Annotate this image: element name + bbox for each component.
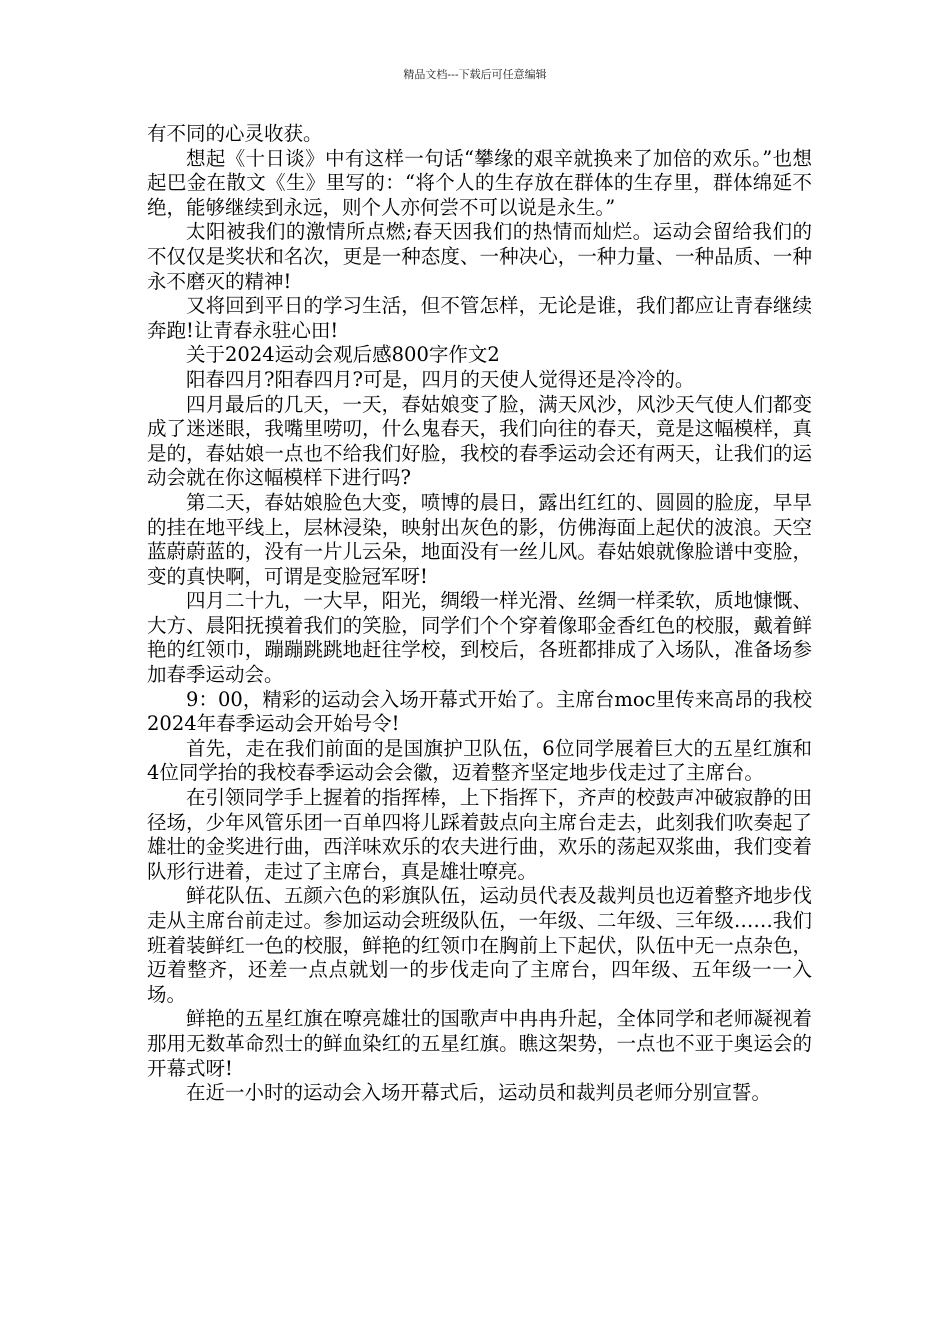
paragraph: 有不同的心灵收获。 xyxy=(147,122,323,145)
paragraph: 在引领同学手上握着的指挥棒，上下指挥下，齐声的校鼓声冲破寂静的田径场，少年风管乐团一百单四将儿踩着鼓点向主席台走去，此刻我们吹奏起了雄壮的金奖进行曲，西洋味欢乐的农夫进行曲，欢乐的荡起双浆曲，我们变着队形行进着，走过了主席台，真是雄壮嘹亮。 xyxy=(147,786,812,883)
paragraph: 想起《十日谈》中有这样一句话“攀缘的艰辛就换来了加倍的欢乐。”也想起巴金在散文《生》里写的：“将个人的生存放在群体的生存里，群体绵延不绝，能够继续到永远，则个人亦何尝不可以说是永生。” xyxy=(147,146,812,219)
page-header: 精品文档---下载后可任意编辑 xyxy=(403,68,547,81)
paragraph: 鲜艳的五星红旗在嘹亮雄壮的国歌声中冉冉升起，全体同学和老师凝视着那用无数革命烈士的鲜血染红的五星红旗。瞧这架势，一点也不亚于奥运会的开幕式呀! xyxy=(147,1007,812,1080)
paragraph: 四月二十九，一大早，阳光，绸缎一样光滑、丝绸一样柔软，质地慷慨、大方、晨阳抚摸着我们的笑脸，同学们个个穿着像耶金香红色的校服，戴着鲜艳的红领巾，蹦蹦跳跳地赶往学校，到校后，各班都排成了入场队，准备场参加春季运动会。 xyxy=(147,589,812,687)
paragraph: 9：00，精彩的运动会入场开幕式开始了。主席台moc里传来高昂的我校2024年春季运动会开始号令! xyxy=(147,687,812,736)
paragraph: 又将回到平日的学习生活，但不管怎样，无论是谁，我们都应让青春继续奔跑!让青春永驻心田! xyxy=(147,294,812,342)
paragraph: 在近一小时的运动会入场开幕式后，运动员和裁判员老师分别宣誓。 xyxy=(186,1081,772,1105)
paragraph: 太阳被我们的激情所点燃;春天因我们的热情而灿烂。运动会留给我们的不仅仅是奖状和名次，更是一种态度、一种决心，一种力量、一种品质、一种永不磨灭的精神! xyxy=(147,220,812,293)
paragraph: 鲜花队伍、五颜六色的彩旗队伍，运动员代表及裁判员也迈着整齐地步伐走从主席台前走过。参加运动会班级队伍，一年级、二年级、三年级……我们班着装鲜红一色的校服，鲜艳的红领巾在胸前上下起伏，队伍中无一点杂色，迈着整齐，还差一点点就划一的步伐走向了主席台，四年级、五年级一一入场。 xyxy=(147,884,812,1006)
document-body xyxy=(147,122,812,1106)
paragraph: 四月最后的几天，一天，春姑娘变了脸，满天风沙，风沙天气使人们都变成了迷迷眼，我嘴里唠叨，什么鬼春天，我们向往的春天，竟是这幅模样，真是的，春姑娘一点也不给我们好脸，我校的春季运动会还有两天，让我们的运动会就在你这幅模样下进行吗? xyxy=(147,392,812,490)
paragraph: 首先，走在我们前面的是国旗护卫队伍，6位同学展着巨大的五星红旗和4位同学抬的我校春季运动会会徽，迈着整齐坚定地步伐走过了主席台。 xyxy=(147,736,812,785)
paragraph: 第二天，春姑娘脸色大变，喷博的晨日，露出红红的、圆圆的脸庞，早早的挂在地平线上，层林浸染，映射出灰色的影，仿佛海面上起伏的波浪。天空蓝蔚蔚蓝的，没有一片儿云朵，地面没有一丝儿风。春姑娘就像脸谱中变脸，变的真快啊，可谓是变脸冠军呀! xyxy=(147,490,812,588)
section-title: 关于2024运动会观后感800字作文2 xyxy=(186,343,500,367)
paragraph: 阳春四月?阳春四月?可是，四月的天使人觉得还是冷冷的。 xyxy=(186,367,695,391)
